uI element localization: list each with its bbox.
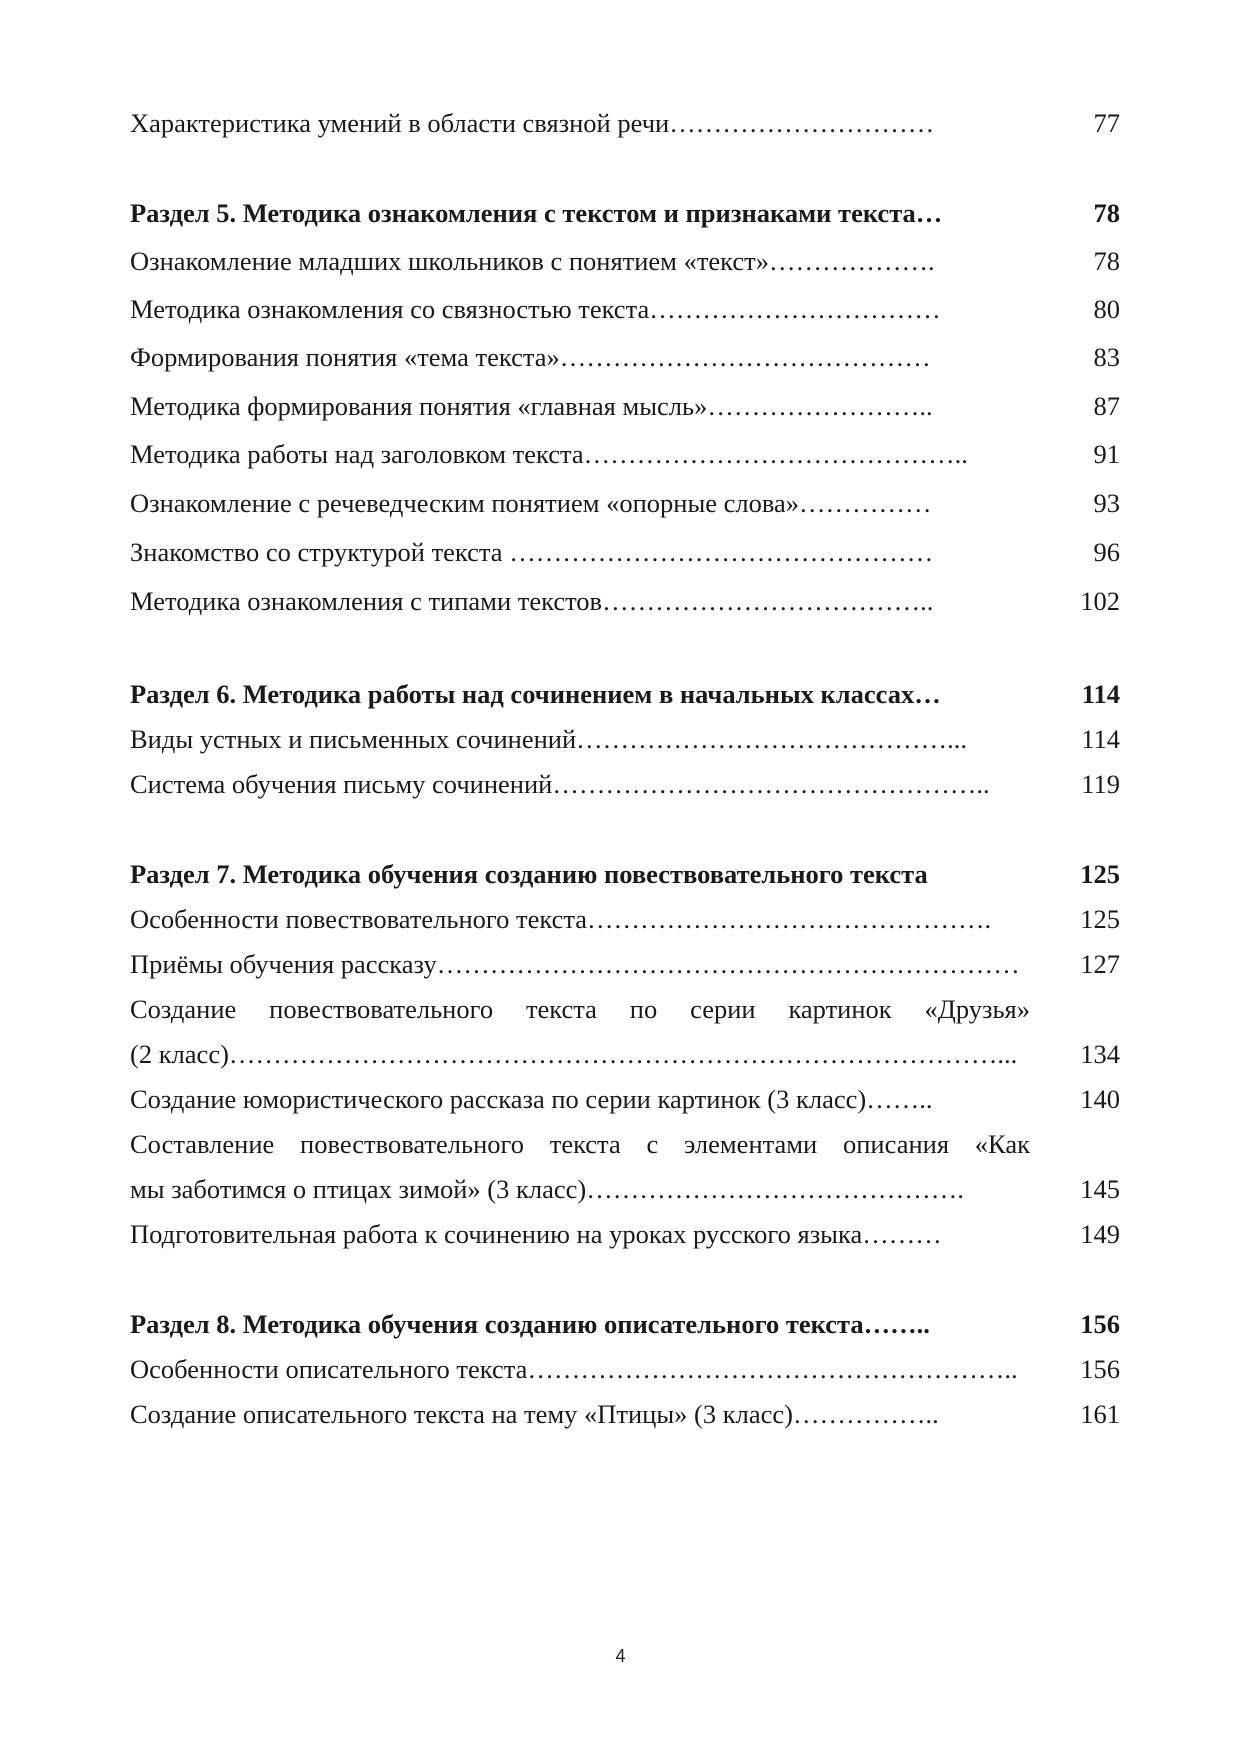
toc-entry-title: Раздел 6. Методика работы над сочинением в начальных классах… — [130, 679, 941, 709]
toc-entry-page: 78 — [1093, 198, 1120, 228]
toc-entry-page: 119 — [1081, 769, 1120, 799]
toc-entry-title: Характеристика умений в области связной речи………………………… — [130, 108, 935, 138]
toc-entry-title: Система обучения письму сочинений………………………………………….. — [130, 769, 990, 799]
toc-entry-title: Знакомство со структурой текста ………………………………………… — [130, 537, 934, 567]
toc-entry-title: Особенности описательного текста……………………………………………….. — [130, 1354, 1018, 1384]
toc-entry-page: 114 — [1081, 679, 1120, 709]
toc-entry-page: 96 — [1093, 537, 1120, 567]
toc-entry-page: 140 — [1080, 1084, 1120, 1114]
toc-entry-title: Методика ознакомления со связностью текста…………………………… — [130, 294, 941, 324]
toc-entry-title: Создание повествовательного текста по серии картинок «Друзья» — [130, 994, 1030, 1024]
toc-entry-page: 91 — [1093, 439, 1120, 469]
toc-entry-page: 161 — [1080, 1399, 1120, 1429]
toc-entry-title: Создание описательного текста на тему «Птицы» (3 класс)…………….. — [130, 1399, 939, 1429]
toc-entry-page: 93 — [1093, 488, 1120, 518]
toc-entry-page: 145 — [1080, 1174, 1120, 1204]
toc-entry-title: Создание юмористического рассказа по серии картинок (3 класс)…….. — [130, 1084, 933, 1114]
toc-entry-page: 156 — [1080, 1354, 1120, 1384]
toc-entry-title: мы заботимся о птицах зимой» (3 класс)……………………………………. — [130, 1174, 964, 1204]
toc-entry-title: Приёмы обучения рассказу………………………………………………………… — [130, 949, 1020, 979]
toc-entry-page: 114 — [1081, 724, 1120, 754]
toc-entry-title: Раздел 8. Методика обучения созданию описательного текста…….. — [130, 1309, 930, 1339]
toc-entry-title: Ознакомление младших школьников с понятием «текст»………………. — [130, 246, 935, 276]
toc-entry-title: Особенности повествовательного текста………………………………………. — [130, 904, 992, 934]
toc-entry-title: Виды устных и письменных сочинений……………………………………... — [130, 724, 968, 754]
toc-entry-title: Формирования понятия «тема текста»…………………………………… — [130, 342, 931, 372]
toc-entry-page: 156 — [1080, 1309, 1120, 1339]
toc-entry-title: Методика формирования понятия «главная мысль»…………………….. — [130, 391, 933, 421]
page-number: 4 — [615, 1646, 626, 1666]
toc-entry-page: 102 — [1080, 586, 1120, 616]
toc-entry-title: Раздел 7. Методика обучения созданию повествовательного текста — [130, 859, 928, 889]
toc-entry-title: Составление повествовательного текста с элементами описания «Как — [130, 1129, 1030, 1159]
toc-entry-page: 87 — [1093, 391, 1120, 421]
toc-entry-title: (2 класс)……………………………………………………………………………... — [130, 1039, 1018, 1069]
toc-entry-title: Методика работы над заголовком текста…………………………………….. — [130, 439, 968, 469]
toc-entry-page: 78 — [1093, 246, 1120, 276]
toc-entry-page: 80 — [1093, 294, 1120, 324]
toc-entry-page: 125 — [1080, 904, 1120, 934]
toc-entry-page: 134 — [1080, 1039, 1120, 1069]
toc-entry-page: 83 — [1093, 342, 1120, 372]
toc-entry-title: Методика ознакомления с типами текстов……………………………….. — [130, 586, 934, 616]
toc-entry-page: 127 — [1080, 949, 1120, 979]
toc-entry-page: 77 — [1093, 108, 1120, 138]
toc-entry-title: Раздел 5. Методика ознакомления с текстом и признаками текста… — [130, 198, 943, 228]
toc-entry-title: Ознакомление с речеведческим понятием «опорные слова»…………… — [130, 488, 932, 518]
toc-entry-page: 149 — [1080, 1219, 1120, 1249]
toc-entry-title: Подготовительная работа к сочинению на уроках русского языка……… — [130, 1219, 942, 1249]
toc-entry-page: 125 — [1080, 859, 1120, 889]
